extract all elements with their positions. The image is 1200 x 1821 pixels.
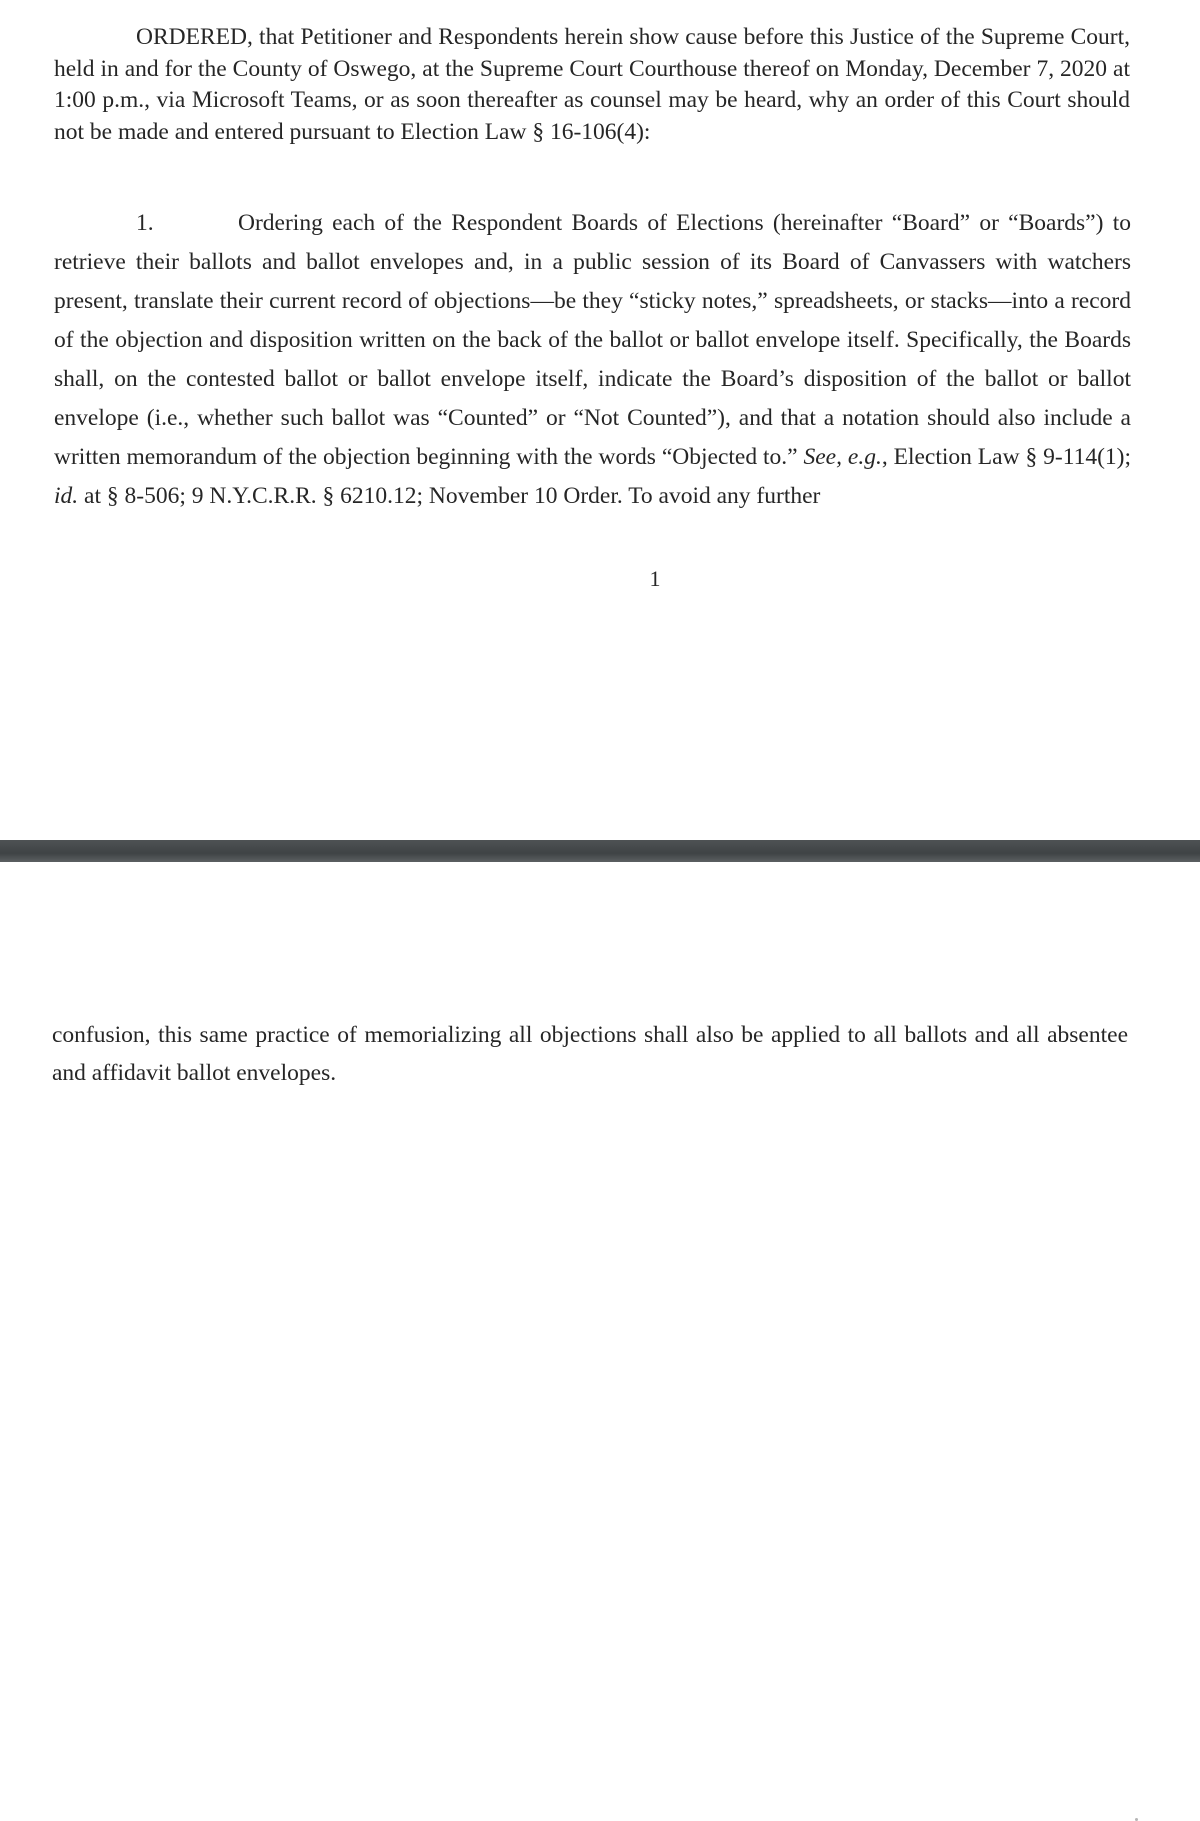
ordered-paragraph: ORDERED, that Petitioner and Respondents herein show cause before this Justice of the Supreme Court, held in and for the County of Oswego, at the Supreme Court Courthouse thereof on Monday, December 7, 2020 at 1:00 p.m., via Microsoft Teams, or as soon thereafter as counsel may be heard, why an order of this Court should not be made and entered pursuant to Election Law § 16-106(4): — [54, 24, 1130, 145]
item-one-text: Ordering each of the Respondent Boards of Elections (hereinafter “Board” or “Boards”) to retrieve their ballots and ballot envelopes and, in a public session of its Board of Canvassers with watchers present, translate their current record of objections—be they “sticky notes,” spreadsheets, or stacks—into a record of the objection and disposition written on the back of the ballot or ballot envelope itself. Specifically, the Boards shall, on the contested ballot or ballot envelope itself, indicate the Board’s disposition of the ballot or ballot envelope (i.e., whether such ballot was “Counted” or “Not Counted”), and that a notation should also include a written memorandum of the objection beginning with the words “Objected to.” — [54, 210, 1131, 470]
ordering-item-one — [54, 204, 1131, 516]
citation-part-two: at § 8-506; 9 N.Y.C.R.R. § 6210.12; November 10 Order. To avoid any further — [78, 483, 821, 509]
document-page-one — [0, 0, 1200, 840]
continuation-paragraph: confusion, this same practice of memorializing all objections shall also be applied to all ballots and all absentee and affidavit ballot envelopes. — [52, 1022, 1128, 1086]
item-number: 1. — [136, 210, 154, 236]
page-number: 1 — [649, 566, 661, 591]
id-signal: id. — [54, 483, 79, 509]
citation-part-one: , Election Law § 9-114(1); — [881, 444, 1132, 470]
see-signal: See, e.g. — [803, 444, 882, 470]
page-separator — [0, 840, 1200, 862]
